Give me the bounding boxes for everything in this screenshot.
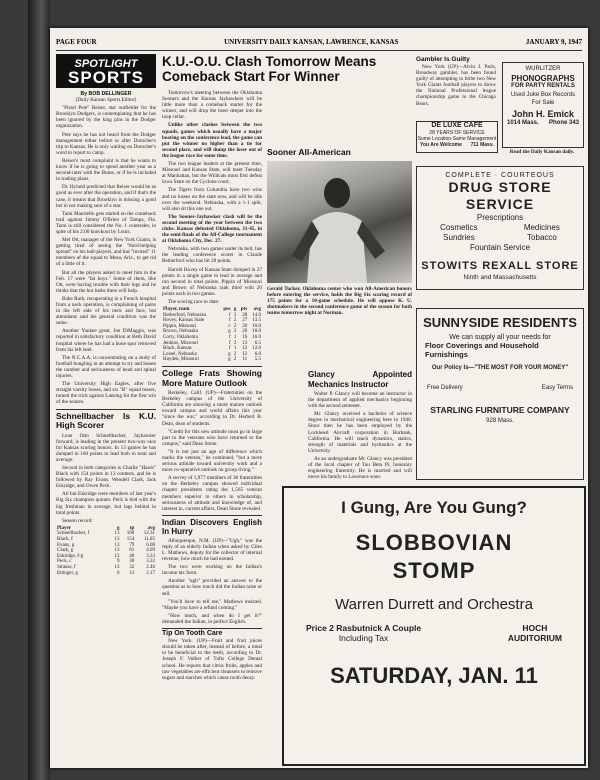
table-cell: 30	[129, 559, 135, 565]
table-row	[56, 571, 156, 577]
paragraph: Walter P. Glancy will become an instructor in the department of applied mechanics beginning with the second semester.	[308, 391, 412, 410]
dance-line1: I Gung, Are You Gung?	[341, 498, 527, 517]
table-header-cell: g	[233, 307, 237, 313]
table-cell: 1	[233, 346, 237, 352]
venue-line1: HOCH	[522, 623, 548, 633]
main-headline: K.U.-O.U. Clash Tomorrow Means Comeback Start For Winner	[162, 54, 377, 84]
book-binding	[28, 0, 50, 780]
table-cell: Pippin, Missouri	[163, 323, 197, 329]
issue-date: JANUARY 9, 1947	[525, 38, 582, 46]
table-cell: 28	[242, 312, 248, 318]
deluxe-cafe-ad	[416, 121, 498, 153]
cafe-line2: Some Location-Same Management	[417, 136, 497, 142]
spotlight-logo	[56, 54, 156, 88]
paragraph: The N.C.A.A. is concentrating on a study of football bungling in an attempt to try and lessen the number and seriousness of head and spinal injuries.	[56, 354, 156, 380]
table-cell: 10.0	[252, 323, 261, 329]
paragraph: The University High Eagles, after five straight varsity losses, and six "B" squad losses, turned the trick against Lansing for the first win of the season.	[56, 381, 156, 406]
table-cell: 12.31	[143, 531, 155, 537]
drugstore-item: Sundries	[443, 233, 475, 242]
furniture-policy: Our Policy Is—"THE MOST FOR YOUR MONEY"	[431, 365, 569, 371]
table-cell: Clark, g	[57, 548, 74, 554]
paragraph: "How much, and when do I get it?" demanded the Indian, in perfect English.	[162, 612, 262, 625]
table-cell: 20	[242, 329, 248, 335]
drugstore-item: Medicines	[523, 223, 560, 232]
table-row	[162, 357, 262, 363]
table-cell: 79	[129, 542, 135, 548]
table-cell: 2	[233, 312, 237, 318]
table-cell: 10.0	[252, 329, 261, 335]
table-cell: 12	[242, 351, 248, 357]
free-delivery: Free Delivery	[427, 385, 463, 391]
table-cell: 2.17	[146, 570, 155, 576]
paragraph: Another "ugh" provided an answer to the question as to how much did the Indian raise or sell.	[162, 578, 262, 597]
cafe-address: 711 Mass.	[470, 142, 494, 148]
drugstore-address: Ninth and Massachusetts	[463, 274, 537, 281]
table-cell: Retherford, Nebraska	[163, 312, 207, 318]
table-cell: 2	[233, 340, 237, 346]
read-daily-kansan: Read the Daily Kansan daily.	[509, 149, 575, 155]
gambler-article	[416, 56, 496, 118]
table-cell: Peck, c	[57, 559, 72, 565]
table-cell: Hayden, Missouri	[163, 357, 199, 363]
spotlight-logo-line1: SPOTLIGHT	[74, 58, 138, 70]
cafe-welcome: You Are Welcome	[420, 142, 462, 148]
table-header-cell: pts	[240, 307, 248, 313]
furniture-line1: We can supply all your needs for	[449, 334, 551, 341]
wurlitzer-line4: Used Juke Box Records	[510, 92, 576, 98]
drugstore-name: STOWITS REXALL STORE	[421, 260, 579, 272]
main-story-col1	[162, 90, 262, 766]
table-cell: 12	[114, 553, 120, 559]
table-header-cell: avg	[147, 525, 155, 531]
dance-title: SLOBBOVIAN	[355, 530, 513, 555]
table-cell: 2.46	[146, 564, 155, 570]
dance-date: SATURDAY, JAN. 11	[330, 663, 538, 688]
table-cell: 3.33	[146, 559, 155, 565]
table-cell: 61	[129, 548, 135, 554]
photo-caption	[267, 286, 412, 366]
table-cell: Hovey, Kansas State	[163, 318, 205, 324]
easy-terms: Easy Terms	[541, 385, 573, 391]
paragraph: Berkeley, Calif. (UP)—Fraternities on the Berkeley campus of the University of California are showing a more mature outlook toward campus and world affairs this year "since the war," according to Dr. Herbert B. Dean, dean of students.	[162, 390, 262, 427]
drugstore-item: Tobacco	[527, 233, 557, 242]
player-silhouette	[267, 161, 412, 283]
table-cell: 13	[129, 570, 135, 576]
paragraph: But all the players asked to meet him in the Feb. 17 were "fat boys." Some of them, like Ott, were having trouble with their legs and he thinks that the hot baths there will help.	[56, 269, 156, 294]
paragraph: The scoring race to date:	[168, 299, 220, 305]
table-cell: 16	[242, 335, 248, 341]
table-cell: 2	[233, 351, 237, 357]
table-header-cell: avg	[253, 307, 261, 313]
table-cell: 12	[242, 346, 248, 352]
table-cell: Loisel, Nebraska	[163, 351, 197, 357]
table-cell: Black, f	[57, 537, 73, 542]
table-title: Season record:	[62, 517, 93, 524]
table-cell: 154	[126, 537, 135, 542]
paragraph: Tami Mauriello gets started on the comeback trail against Jimmy O'Brien of Tampa, Fla. Tami is still considered the No. 1 contender, in spite of his 2:00 knockout by Louis.	[56, 210, 156, 235]
table-header-cell: g	[116, 525, 120, 531]
table-cell: f	[228, 340, 231, 346]
dance-subtitle: STOMP	[392, 558, 476, 583]
cafe-line1: 28 YEARS OF SERVICE	[429, 130, 485, 136]
paragraph: "You'll have to tell me," Mathews insisted. "Maybe you have a refund coming."	[162, 598, 262, 611]
table-cell: 16.0	[252, 335, 261, 341]
slobbovian-stomp-ad	[282, 486, 586, 766]
drugstore-title: DRUG STORE SERVICE	[448, 179, 552, 212]
table-header-cell: Player, team	[163, 307, 190, 313]
orchestra-name: Warren Durrett and Orchestra	[335, 596, 533, 613]
drugstore-ad	[416, 166, 584, 290]
paragraph: Harold Hovey of Kansas State dumped in 27 points in a single game to lead in average and run second in total points. Pippin of Missouri and Brown of Nebraska rank third with 20 points each in two games.	[162, 266, 262, 297]
paragraph: Dr. Hyland predicted that Reiser would be as good as ever after the operation, and if that's the case, it means that Brooklyn is missing a good bet in not making sure of a star.	[56, 184, 156, 209]
player-photo	[267, 161, 412, 283]
table-cell: Schnellbacher, f	[57, 531, 90, 537]
paragraph: Unlike other clashes between the two squads, games which usually have a major bearing on the conference lead, the game can put the winner no higher than a tie for second place, and will dump the loser out of the league race for some time.	[162, 122, 262, 159]
paragraph: New York (UP)—Alvin J. Paris, Broadway gambler, has been found guilty of attempting to bribe two New York Giants football players to throw the National Professional league championship game to the Chicago Bears.	[416, 64, 496, 107]
article-headline: Tip On Tooth Care	[162, 628, 262, 637]
paragraph: As an undergraduate Mr. Glancy was president of the local chapter of Tau Beta Pi, honorary engineering fraternity. He is married and will move his family to Lawrence soon.	[308, 455, 412, 480]
caption-text: Gerald Tucker, Oklahoma center who won All-American honors before entering the service, holds the Big Six scoring record of 175 points for a 10-game schedule. He will oppose K. U. shotmakers in the second conference game of the season for both teams tomorrow night at Norman.	[267, 286, 412, 317]
paragraph: Mel Ott, manager of the New York Giants, is getting tired of seeing the "third-helping spread" on his ball-players, and has "invited" 11 members of the squad to Mesa, Ariz., to get rid of a little of it.	[56, 237, 156, 268]
table-cell: 13	[114, 542, 120, 548]
drugstore-item: Fountain Service	[469, 243, 531, 252]
table-header-cell: Player	[57, 525, 71, 531]
table-cell: 2	[233, 357, 237, 363]
paragraph: Albuquerque, N.M. (UP)—"Ugh," was the reply of an elderly Indian when asked by Giles L. Mathews, deputy for the collector of internal revenue, how much he had earned.	[162, 537, 262, 563]
cafe-name: DE LUXE CAFE	[431, 122, 483, 129]
paragraph: "Pistol Pete" Reiser, star outfielder for the Brooklyn Dodgers, is contemplating that he has been ignored by the king pins in the Dodger organization.	[56, 105, 156, 130]
dance-price: Price 2 Rasbutnick A Couple	[306, 623, 422, 633]
table-cell: g	[228, 329, 231, 335]
table-cell: Ettinger, g	[57, 570, 78, 576]
table-cell: 1	[233, 335, 237, 341]
table-cell: Evans, g	[57, 542, 75, 548]
paragraph: New York. (UP)—Fruit and fruit juices should be taken after, instead of before, a meal to be beneficial to the teeth, according to Dr. Joseph F. Volker of Tufts College Dental school. He reports that citrus fruits, apples and raw vegetables are efficient cleansers to remove sugars and starches which cause tooth decay.	[162, 638, 262, 681]
sports-column	[56, 54, 156, 766]
wurlitzer-line1: WURLITZER	[525, 66, 561, 72]
table-cell: Black, Kansas	[163, 346, 192, 352]
furniture-name: STARLING FURNITURE COMPANY	[430, 405, 570, 415]
furniture-line3: Furnishings	[425, 350, 468, 359]
table-cell: 32	[129, 564, 135, 570]
table-cell: 6	[116, 570, 120, 576]
paragraph: "It is not just an age of difference which marks the veteran," he continued, "but a more serious attitude toward university work and a more co-operative outlook on group living."	[162, 448, 262, 474]
paragraph: Nebraska, with two games under its belt, has the leading conference scorer in Claude Retherford who has hit 28 points.	[162, 246, 262, 265]
table-cell: c	[228, 323, 231, 329]
dance-tax: Including Tax	[338, 633, 389, 643]
table-cell: 20	[242, 323, 248, 329]
wurlitzer-address: 1014 Mass.	[507, 120, 539, 126]
article-headline: Gambler Is Guilty	[416, 56, 470, 63]
newspaper-page	[50, 28, 588, 768]
article-headline: Schnellbacher Is K.U. High Scorer	[56, 410, 156, 430]
table-cell: Corry, Oklahoma	[163, 335, 198, 341]
drugstore-item: Prescriptions	[476, 213, 524, 222]
table-cell: 3.33	[146, 553, 155, 559]
season-record-table	[56, 526, 156, 576]
table-cell: 14.0	[252, 312, 261, 318]
glancy-article	[308, 370, 412, 480]
table-cell: g	[228, 357, 231, 363]
table-cell: 11	[242, 357, 248, 363]
paragraph: The two were working on the Indian's income tax form.	[162, 564, 262, 577]
table-cell: 11.85	[143, 537, 155, 542]
paragraph: All but Eskridge were members of last year's Big Six champion quintet. Peck is tied with the big freshman in average, but lags behind in total points.	[56, 491, 156, 516]
scoring-table	[162, 307, 262, 363]
drugstore-item: Cosmetics	[440, 223, 478, 232]
table-cell: 5.5	[254, 357, 261, 363]
table-header-cell: tp	[129, 525, 135, 531]
furniture-ad	[416, 308, 584, 480]
table-cell: 13.5	[252, 318, 261, 324]
furniture-line2: Floor Coverings and Household	[425, 341, 539, 350]
paragraph: Pete says he has not heard from the Dodger management either before or after Durocher's trip to Kansas. He is only waiting on Durocher's word to report to camp.	[56, 131, 156, 156]
table-cell: 160	[126, 531, 135, 537]
table-cell: 4.69	[146, 548, 155, 554]
table-cell: 13	[242, 340, 248, 346]
table-cell: 13	[114, 548, 120, 554]
drugstore-top: COMPLETE · COURTEOUS	[445, 172, 555, 179]
table-cell: 40	[129, 553, 135, 559]
table-header-cell: pos	[223, 307, 231, 313]
table-cell: f	[228, 318, 231, 324]
paragraph: Mr. Glancy received a bachelor of science degree in mechanical engineering here in 1940. Since then he has been employed by the Lockheed Aircraft corporation in Burbank, California. He will teach dynamics, statics, strength of materials and hydraulics at the University.	[308, 411, 412, 454]
paragraph: Lean Otto Schnellbacher, Jayhawker forward, is leading in the present two-way race for Kansas scoring honors. In 13 games he has dumped in 160 points to lead both in total and average.	[56, 432, 156, 463]
table-cell: 12.0	[252, 346, 261, 352]
paragraph: The Tigers from Columbia have two wins and no losses on the slate now, and will be idle over the weekend. Nebraska, with a 1-1 split, will also sit this one out.	[162, 187, 262, 212]
page-header	[56, 38, 582, 51]
table-cell: 9	[116, 559, 120, 565]
article-headline: Indian Discovers English In Hurry	[162, 515, 262, 536]
table-cell: 2	[233, 323, 237, 329]
article-headline: College Frats Showing More Mature Outlook	[162, 368, 262, 388]
table-cell: Eskridge, f-g	[57, 553, 84, 559]
byline: By BOB DELLINGER	[80, 91, 132, 97]
photo-title: Sooner All-American	[267, 147, 351, 157]
table-cell: f	[228, 346, 231, 352]
paragraph: Babe Ruth, recuperating in a French hospital from a neck operation, is complaining of pains in the left side of his neck and face, but attendants said his general condition was the same.	[56, 295, 156, 327]
table-cell: 6.08	[146, 542, 155, 548]
table-cell: 2	[233, 329, 237, 335]
wurlitzer-ad	[502, 62, 584, 148]
furniture-title: SUNNYSIDE RESIDENTS	[423, 315, 577, 330]
furniture-address: 928 Mass.	[486, 418, 514, 424]
table-cell: Strauss, f	[57, 564, 76, 570]
paragraph: The Sooner-Jayhawker clash will be the second meeting of the year between the two clubs. Kansas defeated Oklahoma, 31-45, in the semi-finals of the All-College tournament at Oklahoma City, Dec. 27.	[162, 213, 262, 245]
table-cell: 13	[114, 531, 120, 537]
venue-line2: AUDITORIUM	[507, 633, 562, 643]
table-cell: f	[228, 335, 231, 341]
wurlitzer-phone: Phone 343	[548, 120, 579, 126]
paragraph: The two league leaders at the present time, Missouri and Kansas State, will meet Tuesday at Manhattan, but the Wildcats must first defeat Iowa State on the Cyclone court.	[162, 161, 262, 186]
paragraph: Tomorrow's meeting between the Oklahoma Sooners and the Kansas Jayhawkers will be little more than a comeback starter for the winner, and will drop the loser deeper into the loop cellar.	[162, 90, 262, 121]
table-cell: f	[228, 312, 231, 318]
wurlitzer-line2: PHONOGRAPHS	[511, 73, 575, 83]
paragraph: A survey of 1,977 members of 38 fraternities on the Berkeley campus showed individual chapter presidents rating the 1,565 veteran members superior to others in scholarship, seriousness of attitude and knowledge of, and interest in, current affairs, Dean Stone revealed.	[162, 475, 262, 512]
page-number: PAGE FOUR	[56, 38, 97, 46]
table-cell: 13	[114, 564, 120, 570]
paragraph: Reiser's most complaint is that he wants to know if he is going to spend another year as a second-rater with the Bums, or if he is included in trading plans.	[56, 157, 156, 183]
table-cell: 27	[242, 318, 248, 324]
wurlitzer-name: John H. Emick	[511, 109, 574, 119]
wurlitzer-line3: FOR PARTY RENTALS	[511, 82, 575, 89]
table-cell: 6.0	[254, 351, 261, 357]
byline-title: (Daily Kansan Sports Editor)	[75, 97, 137, 104]
wurlitzer-line5: For Sale	[531, 99, 555, 106]
paragraph: Second in both categories is Charlie "Hawk" Black with 154 points in 13 contests, and he is followed by Ray Evans, Wendell Clark, Jack Eskridge, and Owen Peck.	[56, 464, 156, 490]
table-cell: Jenkins, Missouri	[163, 340, 199, 346]
paper-name: UNIVERSITY DAILY KANSAN, LAWRENCE, KANSAS	[224, 38, 399, 46]
article-headline: Glancy Appointed Mechanics Instructor	[308, 370, 412, 389]
table-cell: g	[228, 351, 231, 357]
table-cell: 2	[233, 318, 237, 324]
table-cell: Brown, Nebraska	[163, 329, 198, 335]
spotlight-logo-line2: SPORTS	[68, 68, 144, 87]
paragraph: Another Yankee great, Joe DiMaggio, was reported in satisfactory condition at Beth David hospital where he has had a bone spur removed from his left heel.	[56, 328, 156, 353]
table-cell: 13	[114, 537, 120, 542]
table-cell: 6.5	[254, 340, 261, 346]
paragraph: "Credit for this new attitude must go in large part to the veterans who have returned to the campus," said Dean Stone.	[162, 428, 262, 447]
